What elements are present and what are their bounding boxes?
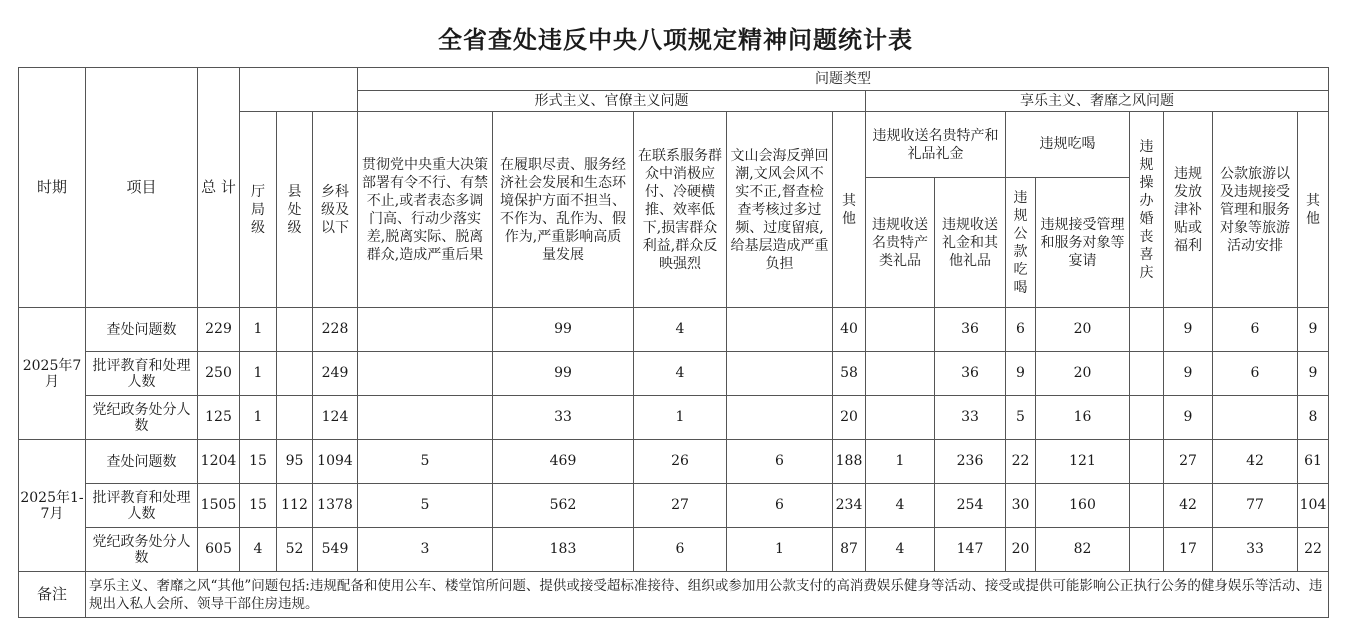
cell bbox=[1130, 484, 1164, 528]
cell: 1 bbox=[240, 396, 277, 440]
table-row bbox=[19, 352, 1329, 396]
cell: 188 bbox=[833, 440, 866, 484]
cell: 15 bbox=[240, 484, 277, 528]
cell bbox=[727, 396, 833, 440]
hedonism-col-other: 其他 bbox=[1298, 112, 1329, 308]
row-label: 查处问题数 bbox=[86, 440, 198, 484]
cell: 6 bbox=[1213, 308, 1298, 352]
cell: 124 bbox=[313, 396, 358, 440]
dining-group-header: 违规吃喝 bbox=[1006, 112, 1130, 178]
level-county-header: 县处级 bbox=[277, 112, 313, 308]
level-town-header: 乡科级及以下 bbox=[313, 112, 358, 308]
cell: 254 bbox=[935, 484, 1006, 528]
cell: 6 bbox=[1006, 308, 1036, 352]
cell: 104 bbox=[1298, 484, 1329, 528]
cell: 15 bbox=[240, 440, 277, 484]
cell: 9 bbox=[1298, 352, 1329, 396]
table-row bbox=[19, 396, 1329, 440]
cell: 112 bbox=[277, 484, 313, 528]
cell: 1378 bbox=[313, 484, 358, 528]
cell bbox=[1213, 396, 1298, 440]
cell: 33 bbox=[493, 396, 634, 440]
cell bbox=[866, 308, 935, 352]
gift-group-header: 违规收送名贵特产和礼品礼金 bbox=[866, 112, 1006, 178]
cell: 1204 bbox=[198, 440, 240, 484]
cell: 3 bbox=[358, 528, 493, 572]
cell: 58 bbox=[833, 352, 866, 396]
cell bbox=[277, 396, 313, 440]
cell: 20 bbox=[833, 396, 866, 440]
cell bbox=[1130, 308, 1164, 352]
cell bbox=[866, 352, 935, 396]
row-label: 批评教育和处理人数 bbox=[86, 352, 198, 396]
cell: 22 bbox=[1006, 440, 1036, 484]
cell: 17 bbox=[1164, 528, 1213, 572]
cell bbox=[277, 308, 313, 352]
hedonism-col-5: 违规操办婚丧喜庆 bbox=[1130, 112, 1164, 308]
hedonism-col-4: 违规接受管理和服务对象等宴请 bbox=[1036, 178, 1130, 308]
hedonism-col-7: 公款旅游以及违规接受管理和服务对象等旅游活动安排 bbox=[1213, 112, 1298, 308]
cell: 99 bbox=[493, 352, 634, 396]
period-cell: 2025年7月 bbox=[19, 308, 86, 440]
cell: 1 bbox=[240, 308, 277, 352]
cell: 250 bbox=[198, 352, 240, 396]
cell bbox=[1130, 396, 1164, 440]
cell bbox=[358, 352, 493, 396]
cell: 9 bbox=[1006, 352, 1036, 396]
cell: 9 bbox=[1164, 308, 1213, 352]
cell bbox=[358, 396, 493, 440]
formalism-col-1: 贯彻党中央重大决策部署有令不行、有禁不止,或者表态多调门高、行动少落实差,脱离实际、脱离群众,造成严重后果 bbox=[358, 112, 493, 308]
cell: 4 bbox=[634, 308, 727, 352]
cell: 125 bbox=[198, 396, 240, 440]
formalism-col-4: 文山会海反弹回潮,文风会风不实不正,督查检查考核过多过频、过度留痕,给基层造成严重负担 bbox=[727, 112, 833, 308]
cell: 228 bbox=[313, 308, 358, 352]
cell: 16 bbox=[1036, 396, 1130, 440]
cell: 27 bbox=[634, 484, 727, 528]
row-label: 批评教育和处理人数 bbox=[86, 484, 198, 528]
cell: 1094 bbox=[313, 440, 358, 484]
cell: 42 bbox=[1164, 484, 1213, 528]
cell: 4 bbox=[240, 528, 277, 572]
cell: 147 bbox=[935, 528, 1006, 572]
cell: 87 bbox=[833, 528, 866, 572]
cell: 9 bbox=[1164, 352, 1213, 396]
cell: 33 bbox=[1213, 528, 1298, 572]
cell: 234 bbox=[833, 484, 866, 528]
cell: 30 bbox=[1006, 484, 1036, 528]
hedonism-col-2: 违规收送礼金和其他礼品 bbox=[935, 178, 1006, 308]
cell: 20 bbox=[1036, 308, 1130, 352]
cell: 549 bbox=[313, 528, 358, 572]
cell: 229 bbox=[198, 308, 240, 352]
cell: 95 bbox=[277, 440, 313, 484]
cell: 8 bbox=[1298, 396, 1329, 440]
cell: 5 bbox=[358, 484, 493, 528]
hedonism-col-6: 违规发放津补贴或福利 bbox=[1164, 112, 1213, 308]
hedonism-col-3: 违规公款吃喝 bbox=[1006, 178, 1036, 308]
cell: 26 bbox=[634, 440, 727, 484]
cell: 562 bbox=[493, 484, 634, 528]
cell: 82 bbox=[1036, 528, 1130, 572]
hedonism-group-header: 享乐主义、奢靡之风问题 bbox=[866, 91, 1329, 112]
cell bbox=[277, 352, 313, 396]
cell: 605 bbox=[198, 528, 240, 572]
cell: 6 bbox=[634, 528, 727, 572]
cell: 1505 bbox=[198, 484, 240, 528]
cell: 1 bbox=[727, 528, 833, 572]
problem-type-header: 问题类型 bbox=[358, 68, 1329, 91]
period-header: 时期 bbox=[19, 68, 86, 308]
cell: 77 bbox=[1213, 484, 1298, 528]
cell: 4 bbox=[866, 528, 935, 572]
cell: 6 bbox=[727, 484, 833, 528]
cell: 9 bbox=[1164, 396, 1213, 440]
formalism-group-header: 形式主义、官僚主义问题 bbox=[358, 91, 866, 112]
cell bbox=[1130, 440, 1164, 484]
cell: 42 bbox=[1213, 440, 1298, 484]
period-cell: 2025年1-7月 bbox=[19, 440, 86, 572]
statistics-table bbox=[18, 67, 1329, 618]
cell: 20 bbox=[1036, 352, 1130, 396]
formalism-col-3: 在联系服务群众中消极应付、冷硬横推、效率低下,损害群众利益,群众反映强烈 bbox=[634, 112, 727, 308]
cell: 183 bbox=[493, 528, 634, 572]
cell: 1 bbox=[240, 352, 277, 396]
cell: 121 bbox=[1036, 440, 1130, 484]
cell: 1 bbox=[866, 440, 935, 484]
cell bbox=[866, 396, 935, 440]
formalism-col-2: 在履职尽责、服务经济社会发展和生态环境保护方面不担当、不作为、乱作为、假作为,严重影响高质量发展 bbox=[493, 112, 634, 308]
table-row bbox=[19, 528, 1329, 572]
cell: 52 bbox=[277, 528, 313, 572]
cell: 4 bbox=[634, 352, 727, 396]
cell: 22 bbox=[1298, 528, 1329, 572]
cell: 99 bbox=[493, 308, 634, 352]
cell: 5 bbox=[358, 440, 493, 484]
table-row bbox=[19, 484, 1329, 528]
level-ting-header: 厅局级 bbox=[240, 112, 277, 308]
row-label: 党纪政务处分人数 bbox=[86, 396, 198, 440]
cell: 40 bbox=[833, 308, 866, 352]
cell: 160 bbox=[1036, 484, 1130, 528]
cell: 33 bbox=[935, 396, 1006, 440]
formalism-col-other: 其他 bbox=[833, 112, 866, 308]
cell bbox=[1130, 528, 1164, 572]
cell: 236 bbox=[935, 440, 1006, 484]
cell bbox=[727, 352, 833, 396]
cell: 36 bbox=[935, 308, 1006, 352]
cell: 249 bbox=[313, 352, 358, 396]
level-group-header bbox=[240, 68, 358, 112]
table-row bbox=[19, 440, 1329, 484]
table-row bbox=[19, 308, 1329, 352]
row-label: 党纪政务处分人数 bbox=[86, 528, 198, 572]
cell: 469 bbox=[493, 440, 634, 484]
cell: 6 bbox=[1213, 352, 1298, 396]
cell: 61 bbox=[1298, 440, 1329, 484]
cell bbox=[727, 308, 833, 352]
cell: 20 bbox=[1006, 528, 1036, 572]
note-label: 备注 bbox=[19, 572, 86, 618]
cell: 1 bbox=[634, 396, 727, 440]
note-text: 享乐主义、奢靡之风“其他”问题包括:违规配备和使用公车、楼堂馆所问题、提供或接受超标准接待、组织或参加用公款支付的高消费娱乐健身等活动、接受或提供可能影响公正执行公务的健身娱乐等活动、违规出入私人会所、领导干部住房违规。 bbox=[86, 572, 1329, 618]
cell: 27 bbox=[1164, 440, 1213, 484]
cell: 5 bbox=[1006, 396, 1036, 440]
cell: 6 bbox=[727, 440, 833, 484]
total-header: 总 计 bbox=[198, 68, 240, 308]
cell: 36 bbox=[935, 352, 1006, 396]
table-title: 全省查处违反中央八项规定精神问题统计表 bbox=[438, 26, 913, 54]
hedonism-col-1: 违规收送名贵特产类礼品 bbox=[866, 178, 935, 308]
cell: 4 bbox=[866, 484, 935, 528]
cell bbox=[1130, 352, 1164, 396]
cell bbox=[358, 308, 493, 352]
row-label: 查处问题数 bbox=[86, 308, 198, 352]
item-header: 项目 bbox=[86, 68, 198, 308]
cell: 9 bbox=[1298, 308, 1329, 352]
